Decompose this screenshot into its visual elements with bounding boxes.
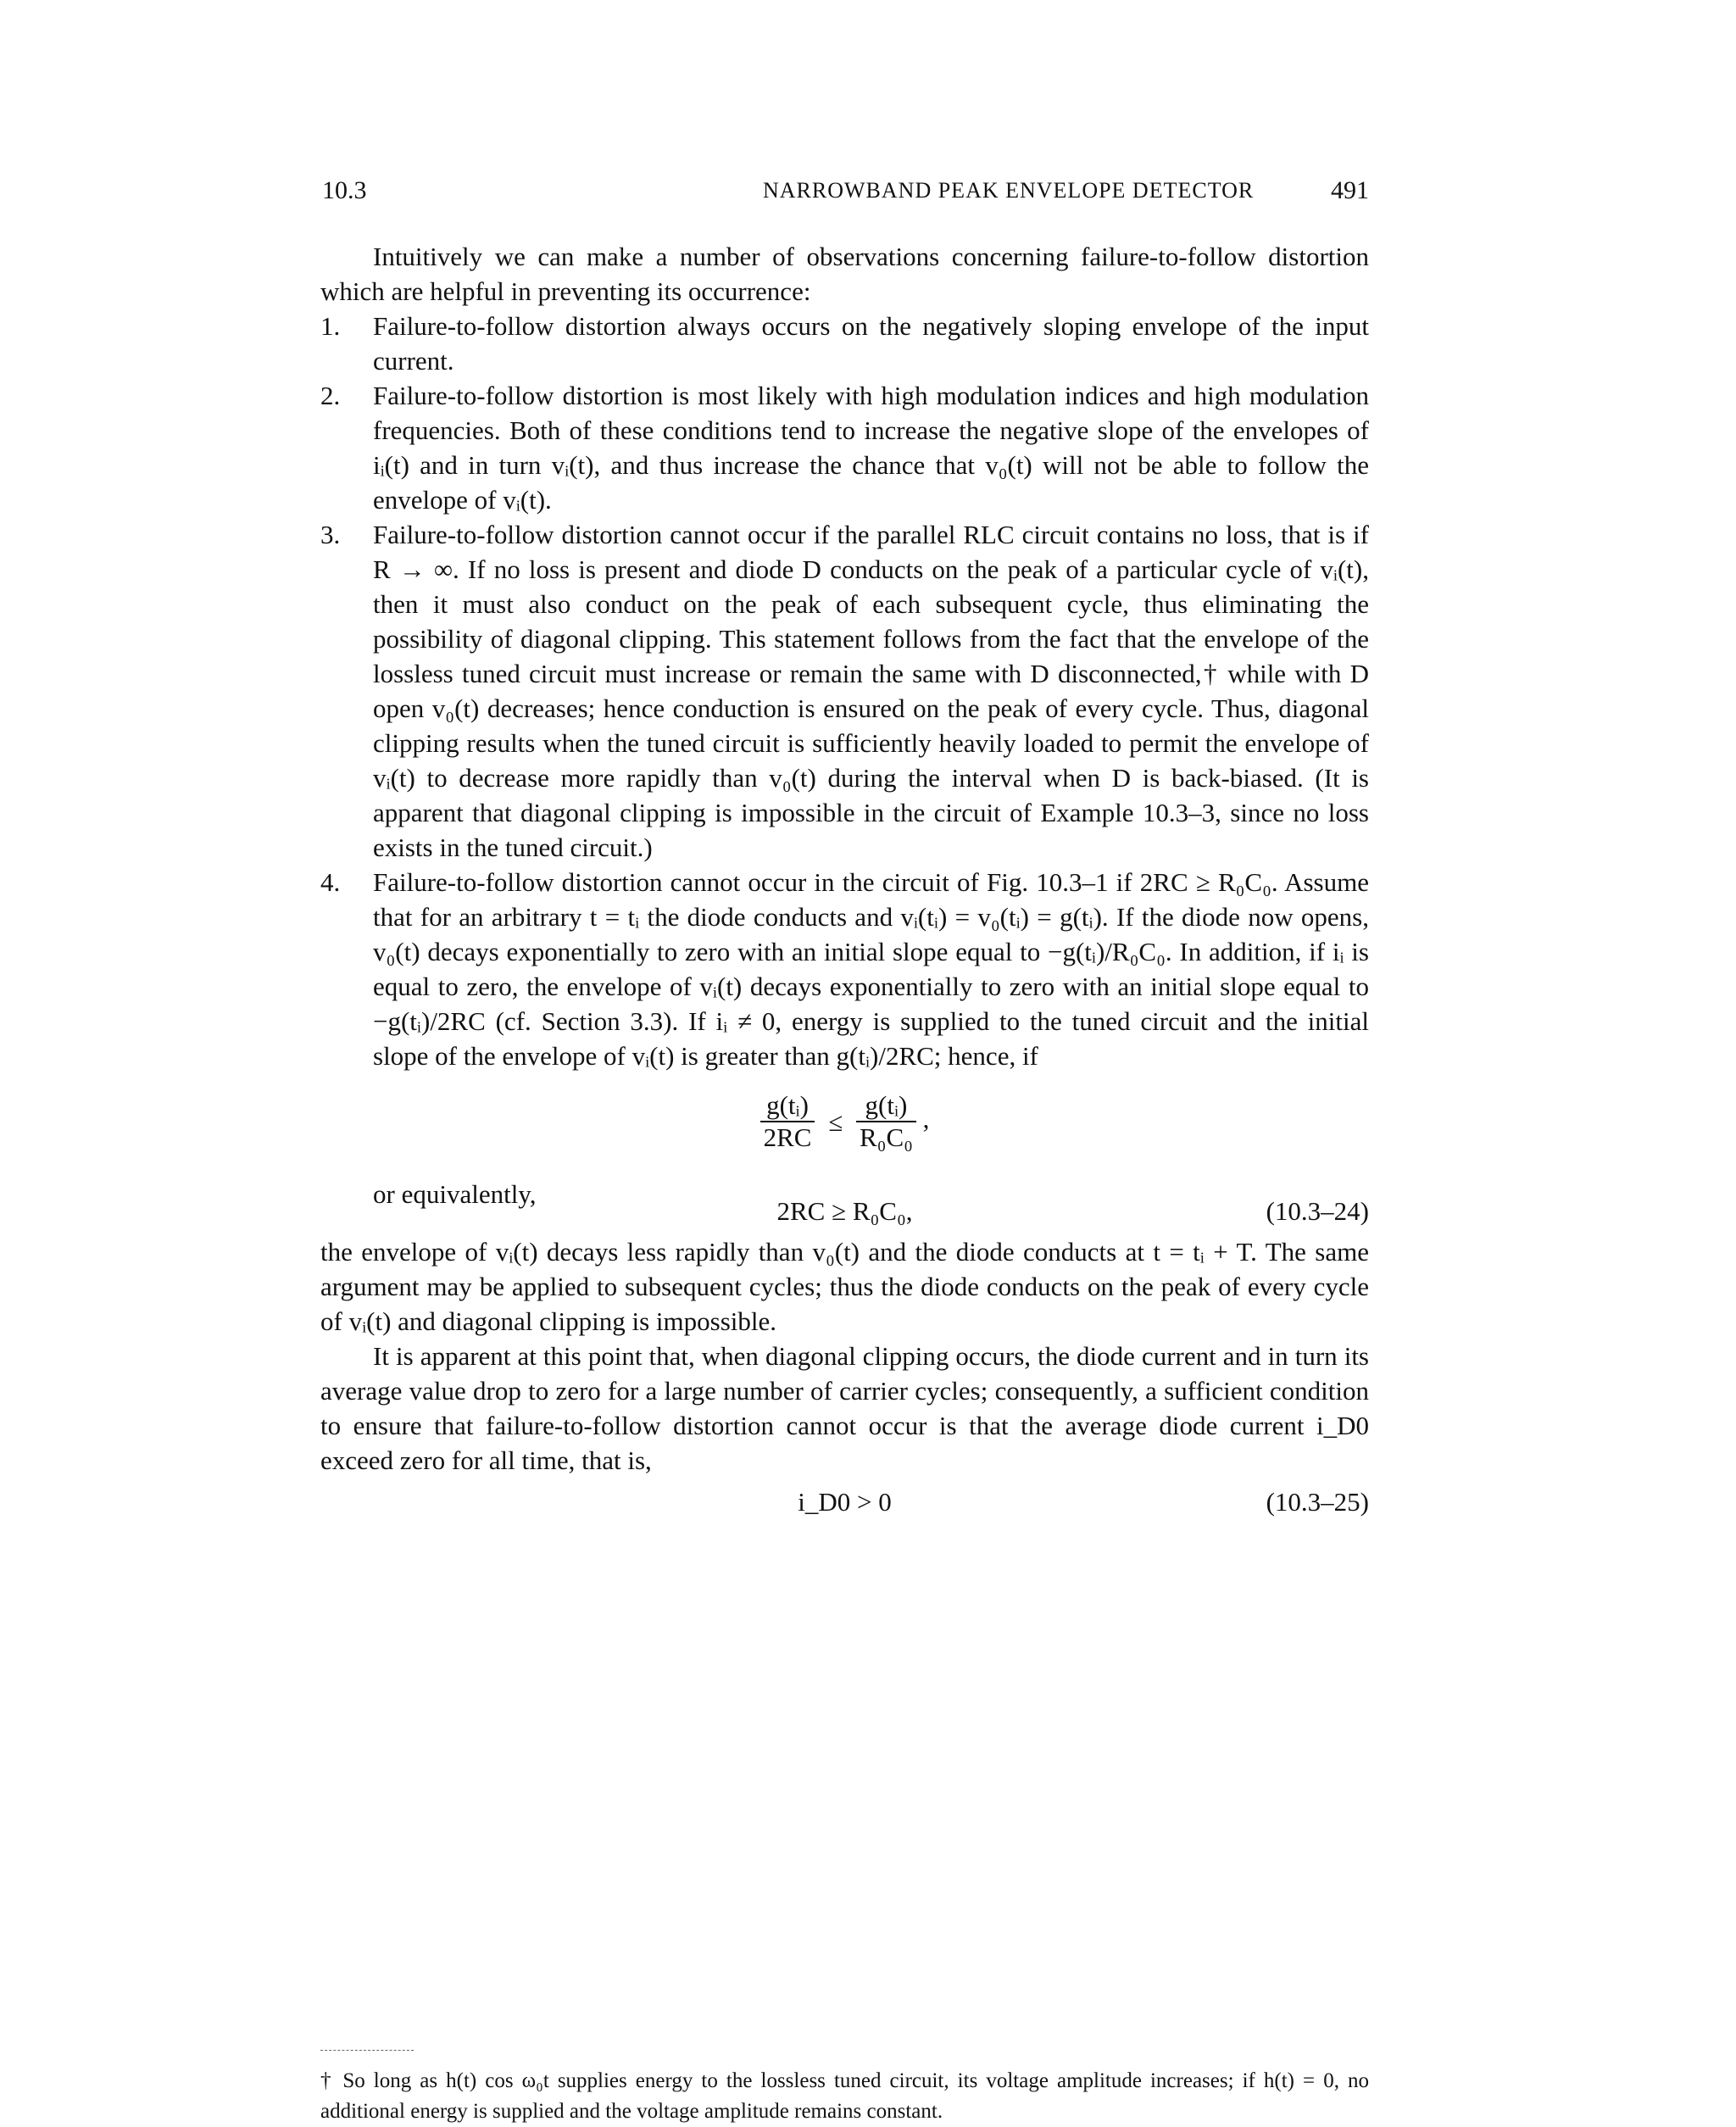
- footnote: [320, 2050, 1369, 2127]
- rhs-fraction: [856, 1090, 916, 1153]
- equation-expression: 2RC ≥ R₀C₀,: [776, 1196, 913, 1226]
- equation-expression: i_D0 > 0: [798, 1487, 892, 1517]
- relation-symbol: ≤: [828, 1106, 843, 1137]
- list-item-number: 3.: [320, 520, 341, 549]
- continuation-paragraph: the envelope of vᵢ(t) decays less rapidly than v₀(t) and the diode conducts at t = tᵢ + T. The same argument may be applied to subsequent cycles; thus the diode conducts on the peak of every cycle of vᵢ(t) and diagonal clipping is impossible.: [320, 1237, 1369, 1336]
- lhs-fraction: [760, 1090, 815, 1153]
- list-item-text: Failure-to-follow distortion cannot occur if the parallel RLC circuit contains no loss, that is if R → ∞. If no loss is present and diode D conducts on the peak of a particular cycle of vᵢ(t), then it must also conduct on the peak of each subsequent cycle, thus eliminating the possibility of diagonal clipping. This statement follows from the fact that the envelope of the lossless tuned circuit must increase or remain the same with D disconnected,† while with D open v₀(t) decreases; hence conduction is ensured on the peak of every cycle. Thus, diagonal clipping results when the tuned circuit is sufficiently heavily loaded to permit the envelope of vᵢ(t) to decrease more rapidly than v₀(t) during the interval when D is back-biased. (It is apparent that diagonal clipping is impossible in the circuit of Example 10.3–3, since no loss exists in the tuned circuit.): [373, 520, 1369, 862]
- rhs-denominator: R₀C₀: [859, 1122, 913, 1152]
- body-text: [320, 239, 1369, 1532]
- intro-paragraph: Intuitively we can make a number of observations concerning failure-to-follow distortion which are helpful in preventing its occurrence:: [320, 242, 1369, 306]
- inequality-display: [320, 1090, 1369, 1175]
- equation-10-3-25: [320, 1484, 1369, 1532]
- equation-10-3-24: [320, 1179, 1369, 1234]
- section-number: 10.3: [322, 176, 367, 204]
- list-item: [320, 378, 1369, 517]
- list-item-number: 4.: [320, 867, 341, 897]
- list-item-text: Failure-to-follow distortion cannot occur in the circuit of Fig. 10.3–1 if 2RC ≥ R₀C₀. Assume that for an arbitrary t = tᵢ the diode conducts and vᵢ(tᵢ) = v₀(tᵢ) = g(tᵢ). If the diode now opens, v₀(t) decays exponentially to zero with an initial slope equal to −g(tᵢ)/R₀C₀. In addition, if iᵢ is equal to zero, the envelope of vᵢ(t) decays exponentially to zero with an initial slope equal to −g(tᵢ)/2RC (cf. Section 3.3). If iᵢ ≠ 0, energy is supplied to the tuned circuit and the initial slope of the envelope of vᵢ(t) is greater than g(tᵢ)/2RC; hence, if: [373, 867, 1369, 1071]
- trailing-comma: ,: [922, 1104, 930, 1134]
- closing-paragraph: It is apparent at this point that, when diagonal clipping occurs, the diode current and in turn its average value drop to zero for a large number of carrier cycles; consequently, a sufficient condition to ensure that failure-to-follow distortion cannot occur is that the average diode current i_D0 exceed zero for all time, that is,: [320, 1341, 1369, 1475]
- page-number: 491: [1331, 176, 1369, 204]
- list-item-text: Failure-to-follow distortion is most likely with high modulation indices and high modulation frequencies. Both of these conditions tend to increase the negative slope of the envelopes of iᵢ(t) and in turn vᵢ(t), and thus increase the chance that v₀(t) will not be able to follow the envelope of vᵢ(t).: [373, 381, 1369, 515]
- equation-number: (10.3–24): [1266, 1196, 1369, 1226]
- lhs-denominator: 2RC: [763, 1122, 812, 1152]
- equation-number: (10.3–25): [1266, 1487, 1369, 1517]
- list-item: [320, 309, 1369, 378]
- observation-list: [320, 309, 1369, 1073]
- running-title: NARROWBAND PEAK ENVELOPE DETECTOR: [763, 178, 1255, 203]
- list-item: [320, 865, 1369, 1073]
- lhs-numerator: g(tᵢ): [760, 1090, 815, 1122]
- footnote-text: † So long as h(t) cos ω₀t supplies energy to the lossless tuned circuit, its voltage amplitude increases; if h(t) = 0, no additional energy is supplied and the voltage amplitude remains constant.: [320, 2069, 1369, 2123]
- footnote-rule: [320, 2050, 414, 2051]
- list-item-text: Failure-to-follow distortion always occurs on the negatively sloping envelope of the input current.: [373, 311, 1369, 376]
- list-item-number: 2.: [320, 381, 341, 410]
- list-item-number: 1.: [320, 311, 341, 341]
- rhs-numerator: g(tᵢ): [856, 1090, 916, 1122]
- equivalently-label: or equivalently,: [373, 1179, 537, 1209]
- list-item: [320, 517, 1369, 865]
